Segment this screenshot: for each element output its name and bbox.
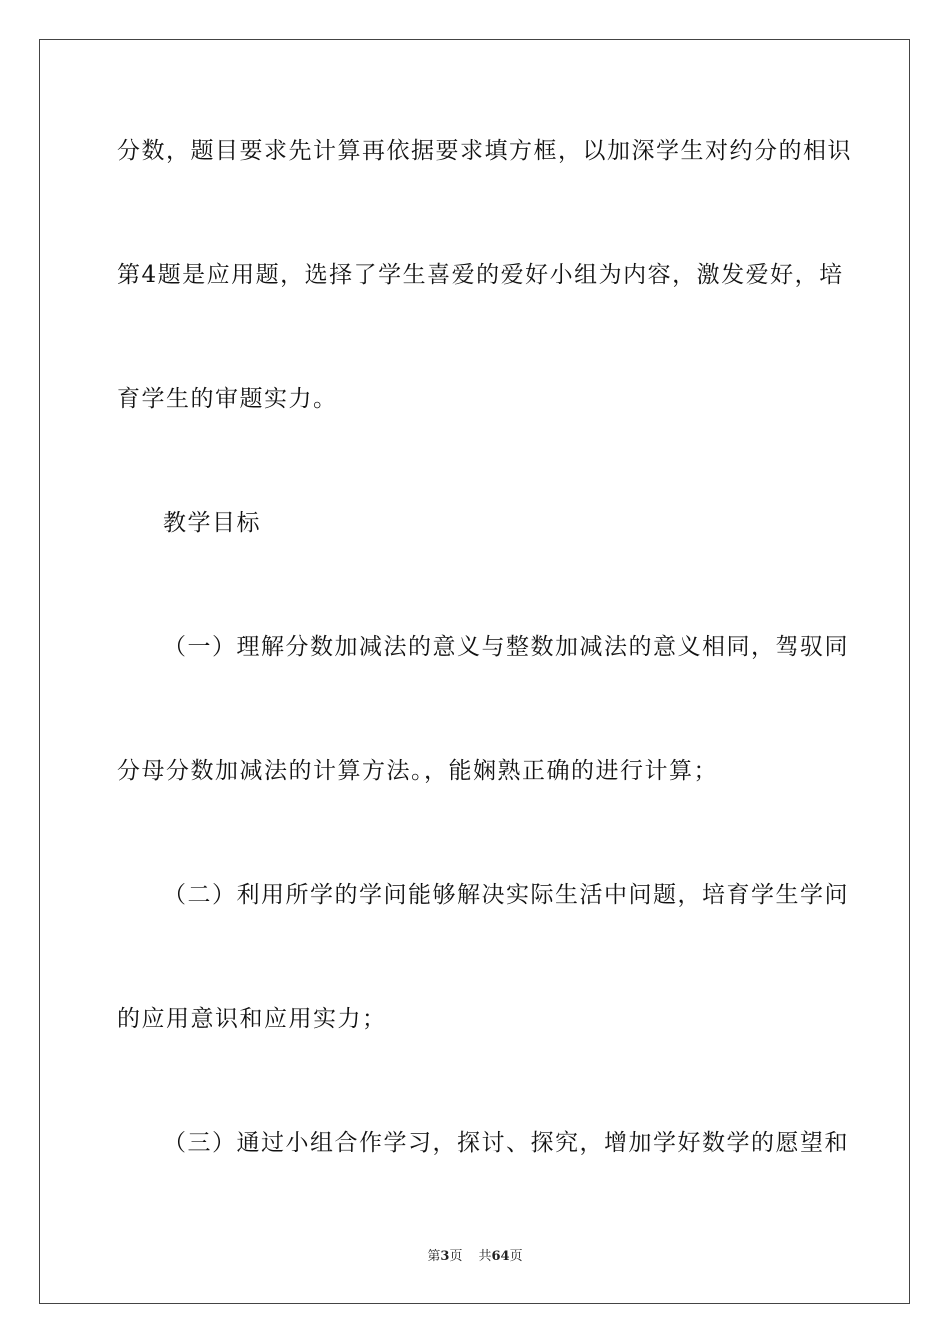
footer-page-suffix: 页 — [449, 1249, 463, 1264]
page-frame — [39, 39, 910, 1304]
body-line-1: 分数，题目要求先计算再依据要求填方框，以加深学生对约分的相识 — [117, 138, 852, 164]
footer-total-prefix: 共 — [478, 1249, 492, 1264]
objective-2-line-1: （二）利用所学的学问能够解决实际生活中问题，培育学生学问 — [163, 882, 849, 908]
objective-3-line-1: （三）通过小组合作学习，探讨、探究，增加学好数学的愿望和 — [163, 1130, 849, 1156]
body-line-3: 育学生的审题实力。 — [117, 386, 338, 412]
section-heading: 教学目标 — [163, 510, 261, 536]
footer-total-suffix: 页 — [509, 1249, 523, 1264]
footer-total-pages: 64 — [491, 1249, 510, 1264]
footer-page-number: 3 — [440, 1249, 450, 1264]
footer-page-prefix: 第 — [427, 1249, 441, 1264]
objective-1-line-1: （一）理解分数加减法的意义与整数加减法的意义相同，驾驭同 — [163, 634, 849, 660]
objective-2-line-2: 的应用意识和应用实力； — [117, 1006, 387, 1032]
body-line-2: 第4题是应用题，选择了学生喜爱的爱好小组为内容，激发爱好，培 — [117, 262, 844, 288]
objective-1-line-2: 分母分数加减法的计算方法。，能娴熟正确的进行计算； — [117, 758, 718, 784]
page-footer — [0, 1248, 950, 1266]
